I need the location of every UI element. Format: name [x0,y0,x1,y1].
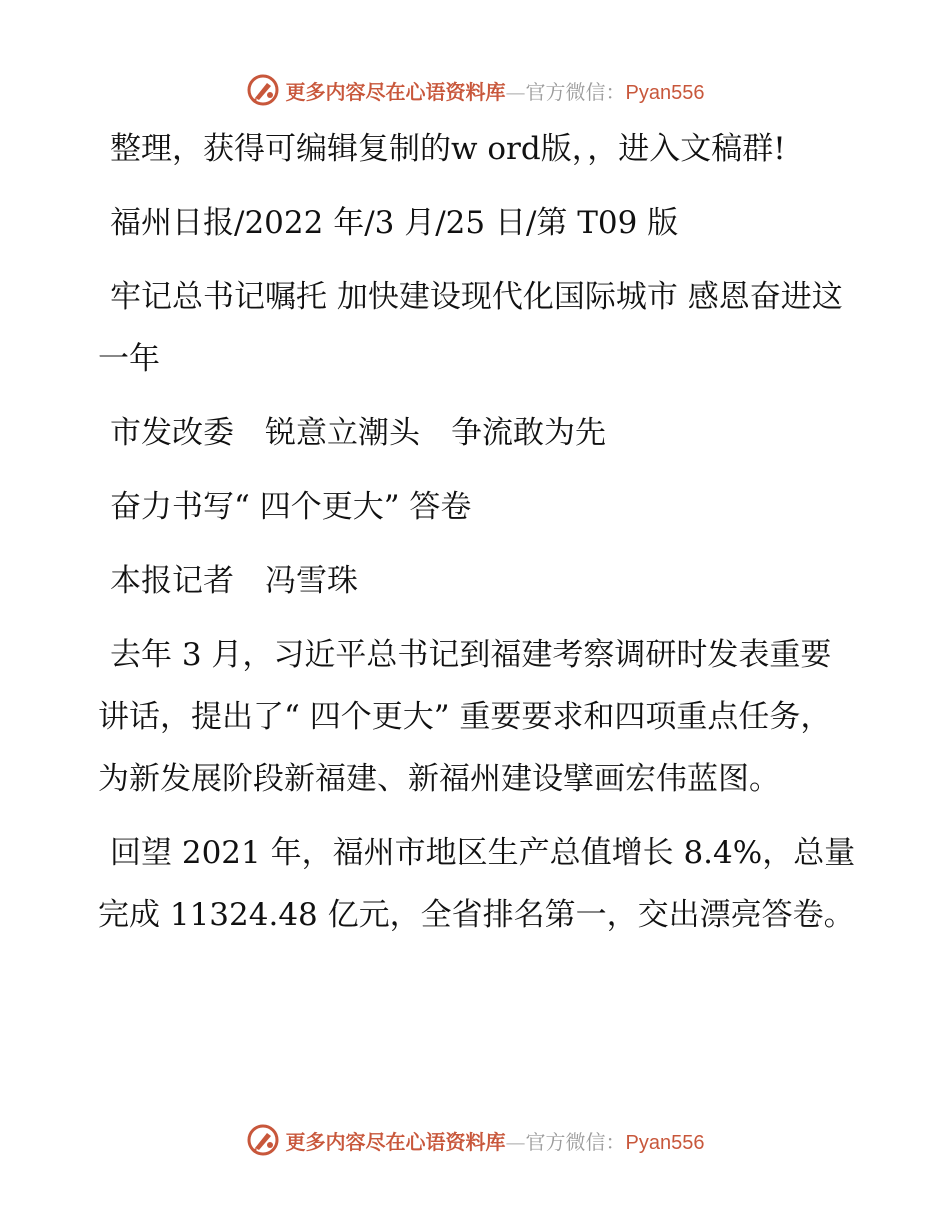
brand-main: 更多内容尽在心语资料库 [285,79,506,104]
brand-dash: — [505,1129,526,1154]
paragraph-series-title: 牢记总书记嘱托 加快建设现代化国际城市 感恩奋进这一年 [98,279,843,377]
footer-watermark-banner [0,1120,950,1160]
paragraph-body-1: 去年 3 月，习近平总书记到福建考察调研时发表重要讲话，提出了“ 四个更大” 重要要求和四项重点任务，为新发展阶段新福建、新福州建设擘画宏伟蓝图。 [98,637,832,797]
brand-sub: 官方微信： [525,79,626,104]
paragraph-source: 福州日报/2022 年/3 月/25 日/第 T09 版 [110,205,679,241]
brand-dash: — [505,79,526,104]
brand-sub: 官方微信： [525,1129,626,1154]
pen-circle-icon [246,1123,280,1157]
paragraph-body-2: 回望 2021 年，福州市地区生产总值增长 8.4%，总量完成 11324.48 亿元，全省排名第一，交出漂亮答卷。 [98,835,856,933]
brand-main: 更多内容尽在心语资料库 [285,1129,506,1154]
wechat-id: Pyan556 [625,1131,705,1154]
wechat-id: Pyan556 [625,81,705,104]
pen-circle-icon [246,73,280,107]
header-watermark-banner [0,70,950,110]
paragraph-intro: 整理，获得可编辑复制的w ord版，，进入文稿群! [110,131,786,167]
brand-text [286,1126,705,1155]
paragraph-byline: 本报记者 冯雪珠 [110,563,358,599]
document-body [98,118,858,958]
brand-text [286,76,705,105]
paragraph-headline: 市发改委 锐意立潮头 争流敢为先 [110,415,606,451]
paragraph-subheadline: 奋力书写“ 四个更大” 答卷 [110,489,472,525]
